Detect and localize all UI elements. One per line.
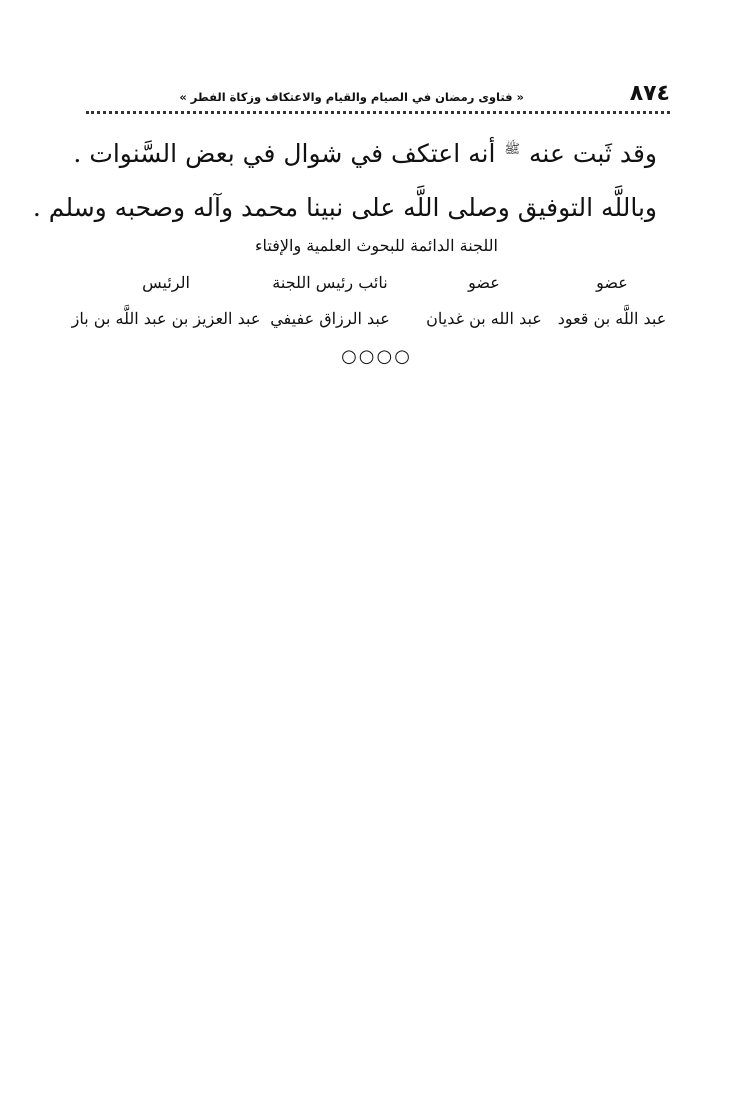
running-title: « فتاوى رمضان في الصيام والقيام والاعتكاف وزكاة الفطر » — [179, 90, 524, 104]
page-header — [86, 80, 670, 110]
section-end-ornament: ○○○○ — [341, 346, 412, 367]
body-line-2: وباللَّه التوفيق وصلى اللَّه على نبينا محمد وآله وصحبه وسلم . — [32, 193, 657, 222]
header-rule — [86, 111, 670, 114]
member-name: عبد الرزاق عفيفي — [270, 309, 390, 328]
member-name: عبد العزيز بن عبد اللَّه بن باز — [71, 309, 261, 328]
committee-title: اللجنة الدائمة للبحوث العلمية والإفتاء — [255, 236, 498, 255]
member-role: نائب رئيس اللجنة — [272, 273, 388, 292]
member-name: عبد اللَّه بن قعود — [557, 309, 667, 328]
page-number: ٨٧٤ — [629, 81, 670, 106]
member-name: عبد الله بن غديان — [426, 309, 542, 328]
member-role: عضو — [596, 273, 628, 292]
body-text: وقد ثَبت عنه — [529, 139, 657, 168]
member-role: عضو — [468, 273, 500, 292]
body-text: أنه اعتكف في شوال في بعض السَّنوات . — [73, 139, 496, 168]
member-role: الرئيس — [142, 273, 190, 292]
pbuh-ligature: ﷺ — [504, 141, 521, 157]
body-line-1 — [73, 134, 657, 174]
